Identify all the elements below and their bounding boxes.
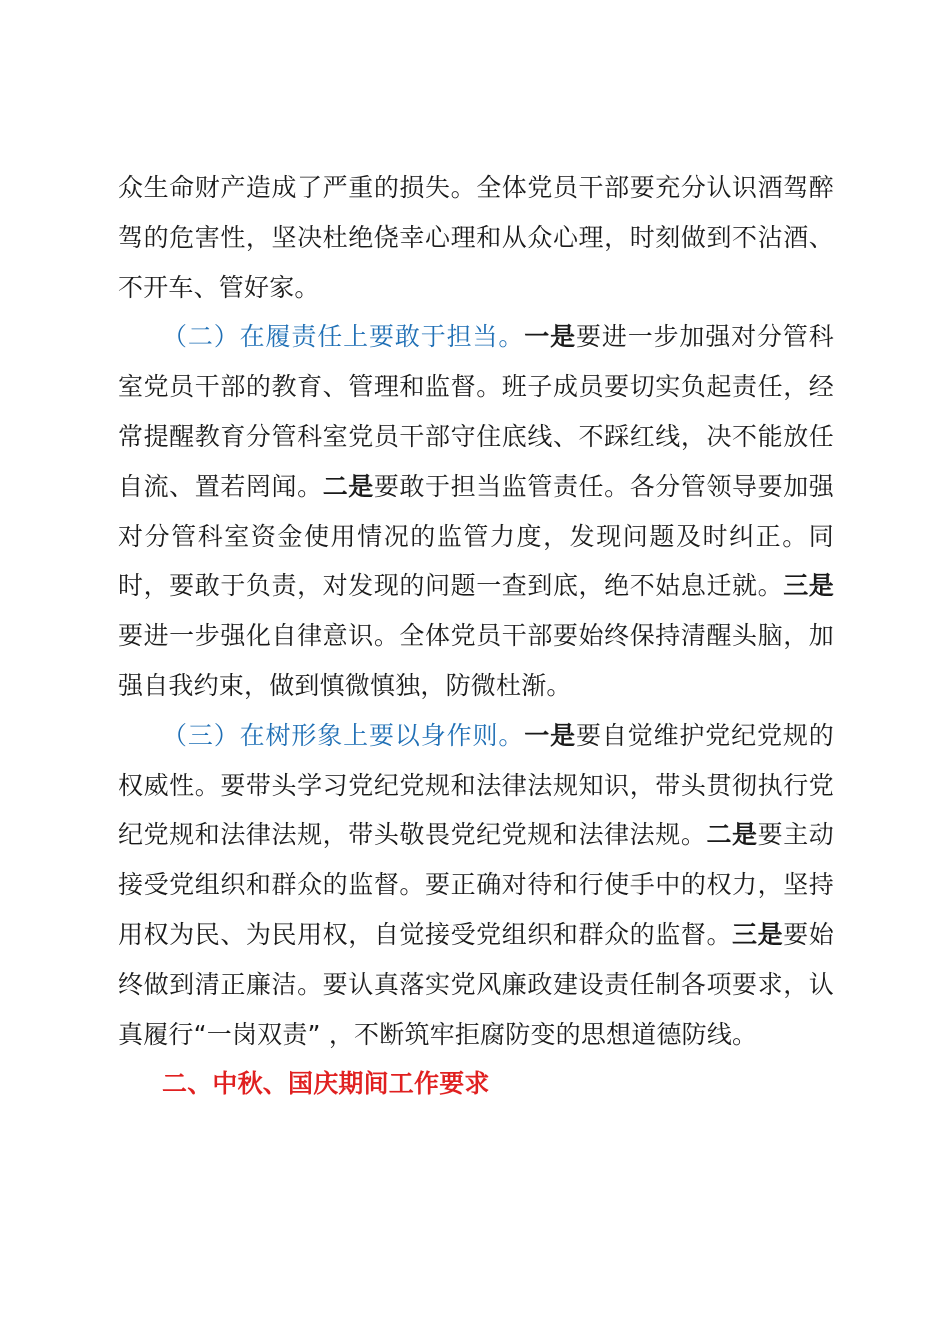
item-text: 要进一步加强对分管科室党员干部的教育、管理和监督。班子成员要切实负起责任，经常提醒教育分管科室党员干部守住底线、不踩红线，决不能放任自流、置若罔闻。: [118, 322, 834, 501]
item-lead: 一是: [524, 720, 576, 750]
item-lead: 二是: [706, 820, 758, 850]
item-lead: 三是: [783, 571, 835, 601]
subheading-responsibility: （二）在履责任上要敢于担当。: [162, 322, 525, 352]
item-text: 要始终做到清正廉洁。要认真落实党风廉政建设责任制各项要求，认真履行“一岗双责” ，不断筑牢拒腐防变的思想道德防线。: [118, 919, 834, 1049]
item-text: 要进一步强化自律意识。全体党员干部要始终保持清醒头脑，加强自我约束，做到慎微慎独，防微杜渐。: [118, 621, 834, 700]
item-text: 要主动接受党组织和群众的监督。要正确对待和行使手中的权力，坚持用权为民、为民用权，自觉接受党组织和群众的监督。: [118, 820, 834, 949]
item-text: 要敢于担当监管责任。各分管领导要加强对分管科室资金使用情况的监管力度，发现问题及时纠正。同时，要敢于负责，对发现的问题一查到底，绝不姑息迁就。: [118, 471, 834, 601]
document-body: [118, 163, 834, 1109]
paragraph-image: [118, 711, 834, 1060]
item-text: 要自觉维护党纪党规的权威性。要带头学习党纪党规和法律法规知识，带头贯彻执行党纪党规和法律法规，带头敬畏党纪党规和法律法规。: [118, 720, 834, 850]
section-heading: 二、中秋、国庆期间工作要求: [162, 1069, 490, 1099]
item-lead: 二是: [322, 471, 374, 501]
paragraph-drunk-driving: 众生命财产造成了严重的损失。全体党员干部要充分认识酒驾醉驾的危害性，坚决杜绝侥幸心理和从众心理，时刻做到不沾酒、不开车、管好家。: [118, 173, 834, 302]
item-lead: 三是: [732, 919, 784, 949]
paragraph-responsibility: [118, 312, 834, 710]
item-lead: 一是: [524, 322, 576, 352]
subheading-image: （三）在树形象上要以身作则。: [162, 720, 525, 750]
